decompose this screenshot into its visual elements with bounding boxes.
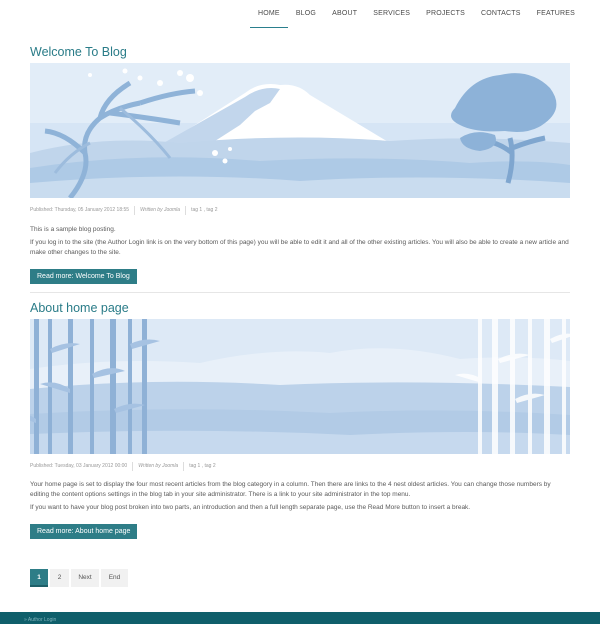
footer (0, 612, 600, 624)
page-2-button[interactable]: 2 (50, 569, 69, 587)
page-1-button[interactable]: 1 (30, 569, 48, 587)
post-title[interactable]: Welcome To Blog (30, 45, 127, 59)
last-page-button[interactable]: End (101, 569, 128, 587)
main-menu (250, 0, 583, 28)
nav-home[interactable]: HOME (250, 0, 288, 28)
post-tags[interactable]: tag 1 , tag 2 (183, 462, 220, 471)
nav-blog[interactable]: BLOG (295, 10, 317, 17)
post-author: Written by Joomla (134, 206, 185, 215)
nav-about[interactable]: ABOUT (332, 10, 358, 17)
post-paragraph: If you want to have your blog post broken into two parts, an introduction and then a full length separate page, use the Read More button to insert a break. (30, 504, 471, 511)
post-paragraph: This is a sample blog posting. (30, 226, 116, 233)
nav-features[interactable]: FEATURES (536, 10, 576, 17)
read-more-button[interactable]: Read more: About home page (30, 524, 137, 539)
top-navigation (0, 0, 600, 27)
nav-projects[interactable]: PROJECTS (426, 10, 466, 17)
published-date: Published: Tuesday, 03 January 2012 00:00 (30, 462, 128, 469)
blog-post (30, 44, 570, 284)
post-image-mountain (30, 63, 570, 198)
nav-contacts[interactable]: CONTACTS (481, 10, 521, 17)
post-tags[interactable]: tag 1 , tag 2 (185, 206, 222, 215)
post-meta (30, 460, 570, 472)
blog-post (30, 300, 570, 539)
read-more-button[interactable]: Read more: Welcome To Blog (30, 269, 137, 284)
post-image-bamboo (30, 319, 570, 454)
published-date: Published: Thursday, 05 January 2012 18:55 (30, 206, 130, 213)
post-paragraph: Your home page is set to display the four most recent articles from the blog category in a column. Then there are links to the 4 nest oldest articles. You can change those numbers by editing the content options settings in the blog tab in your site administrator. There is a link to your site administrator in the top menu. (30, 481, 551, 498)
post-paragraph: If you log in to the site (the Author Login link is on the very bottom of this page) you will be able to edit it and all of the other existing articles. You will also be able to create a new article and make other changes to the site. (30, 239, 569, 256)
author-login-link[interactable]: » Author Login (24, 617, 57, 623)
nav-services[interactable]: SERVICES (373, 10, 411, 17)
post-author: Written by Joomla (132, 462, 183, 471)
next-page-button[interactable]: Next (71, 569, 99, 587)
pagination (30, 569, 130, 587)
post-divider (30, 292, 570, 293)
post-title[interactable]: About home page (30, 301, 129, 315)
post-meta (30, 204, 570, 216)
